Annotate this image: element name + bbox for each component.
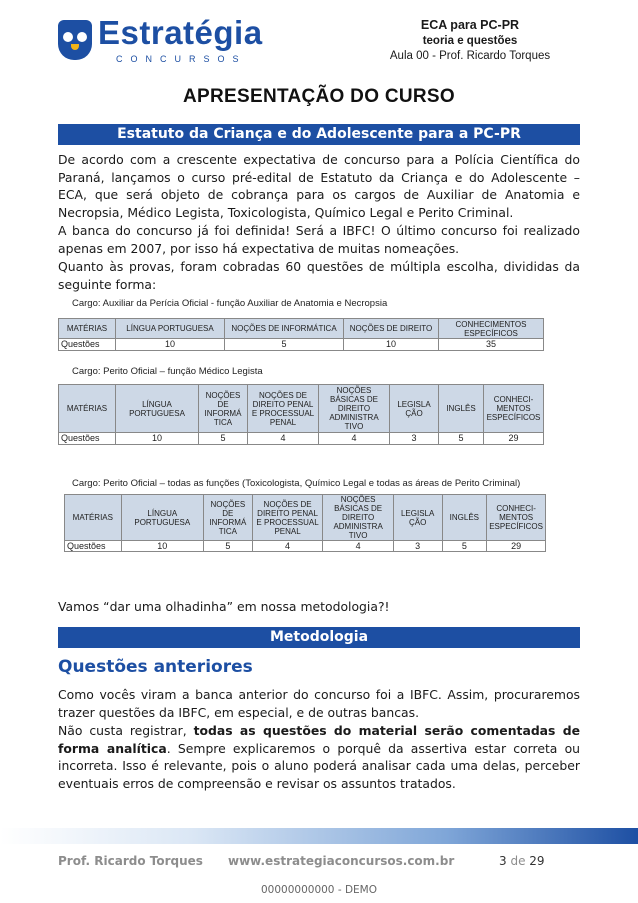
- exam-table-medico: [58, 384, 544, 445]
- table-header-cell: NOÇÕES DE DIREITO PENAL E PROCESSUAL PENAL: [252, 495, 323, 541]
- table-cell: 3: [390, 433, 439, 445]
- table-caption: Cargo: Auxiliar da Perícia Oficial - função Auxiliar de Anatomia e Necropsia: [72, 298, 388, 309]
- page-title: APRESENTAÇÃO DO CURSO: [183, 86, 455, 107]
- page-number: [499, 854, 545, 868]
- page-current: 3: [499, 854, 507, 868]
- estrategia-logo: [58, 14, 263, 66]
- table-header-cell: INGLÊS: [439, 385, 484, 433]
- section-bar-eca: Estatuto da Criança e do Adolescente para a PC-PR: [58, 124, 580, 145]
- table-caption: Cargo: Perito Oficial – todas as funções (Toxicologista, Químico Legal e todas as áreas de Perito Criminal): [72, 478, 521, 489]
- header-subtitle: teoria e questões: [422, 35, 518, 47]
- table-caption: Cargo: Perito Oficial – função Médico Legista: [72, 366, 263, 377]
- text-lead: Não custa registrar,: [58, 723, 194, 738]
- page-total: 29: [529, 854, 545, 868]
- table-cell: 4: [252, 541, 323, 552]
- table-cell: Questões: [65, 541, 122, 552]
- paragraph-comentadas: [58, 722, 580, 792]
- table-header-cell: LEGISLA ÇÃO: [390, 385, 439, 433]
- table-header-cell: NOÇÕES BÁSICAS DE DIREITO ADMINISTRA TIVO: [323, 495, 393, 541]
- subsection-title: Questões anteriores: [58, 657, 253, 677]
- exam-table-perito: [64, 494, 546, 552]
- paragraph-intro: De acordo com a crescente expectativa de concurso para a Polícia Científica do Paraná, lançamos o curso pré-edital de Estatuto da Criança e do Adolescente – ECA, que será objeto de cobrança para os cargos de Auxiliar de Anatomia e Necropsia, Médico Legista, Toxicologista, Químico Legal e Perito Criminal.: [58, 152, 580, 220]
- table-cell: 4: [323, 541, 393, 552]
- demo-watermark: 00000000000 - DEMO: [261, 884, 377, 896]
- footer-gradient-band: [0, 828, 638, 844]
- table-cell: 29: [487, 541, 546, 552]
- owl-icon: [58, 20, 92, 60]
- table-cell: 5: [199, 433, 248, 445]
- table-header-cell: NOÇÕES DE INFORMÁTICA: [225, 319, 344, 339]
- table-cell: 35: [439, 339, 544, 351]
- header-course: ECA para PC-PR: [420, 18, 520, 32]
- table-cell: Questões: [59, 433, 116, 445]
- table-header-cell: MATÉRIAS: [59, 319, 116, 339]
- header-lesson: Aula 00 - Prof. Ricardo Torques: [389, 50, 551, 62]
- table-header-cell: MATÉRIAS: [65, 495, 122, 541]
- table-header-cell: NOÇÕES DE INFORMÁ TICA: [199, 385, 248, 433]
- table-header-cell: LÍNGUA PORTUGUESA: [121, 495, 203, 541]
- logo-word: Estratégia: [98, 14, 263, 51]
- table-header-cell: NOÇÕES BÁSICAS DE DIREITO ADMINISTRA TIVO: [319, 385, 390, 433]
- table-cell: Questões: [59, 339, 116, 351]
- table-header-cell: LÍNGUA PORTUGUESA: [116, 385, 199, 433]
- table-cell: 10: [121, 541, 203, 552]
- section-bar-metodologia: Metodologia: [58, 627, 580, 648]
- table-cell: 29: [484, 433, 544, 445]
- text-rest: . Sempre explicaremos o porquê da assertiva estar correta ou incorreta. Isso é relevante, pois o aluno poderá analisar cada uma delas, perceber eventuais erros de compreensão e revisar os assuntos tratados.: [58, 740, 581, 791]
- table-header-cell: INGLÊS: [442, 495, 487, 541]
- table-cell: 4: [248, 433, 319, 445]
- footer-author: Prof. Ricardo Torques: [58, 854, 203, 868]
- table-header-cell: CONHECIMENTOS ESPECÍFICOS: [439, 319, 544, 339]
- table-header-cell: LÍNGUA PORTUGUESA: [116, 319, 225, 339]
- paragraph-provas: Quanto às provas, foram cobradas 60 questões de múltipla escolha, divididas da seguinte forma:: [58, 259, 580, 292]
- table-header-cell: CONHECI- MENTOS ESPECÍFICOS: [484, 385, 544, 433]
- table-cell: 5: [442, 541, 487, 552]
- footer-website: www.estrategiaconcursos.com.br: [228, 854, 455, 868]
- table-cell: 10: [344, 339, 439, 351]
- table-header-cell: NOÇÕES DE DIREITO PENAL E PROCESSUAL PENAL: [248, 385, 319, 433]
- table-header-cell: NOÇÕES DE INFORMÁ TICA: [203, 495, 252, 541]
- paragraph-metodologia-intro: Vamos “dar uma olhadinha” em nossa metodologia?!: [58, 599, 390, 614]
- table-cell: 3: [393, 541, 442, 552]
- table-cell: 5: [225, 339, 344, 351]
- table-cell: 5: [439, 433, 484, 445]
- page-of: de: [510, 854, 526, 868]
- table-cell: 5: [203, 541, 252, 552]
- text-emphasis: todas as questões do material serão comentadas de forma analítica: [58, 723, 580, 756]
- table-cell: 10: [116, 433, 199, 445]
- exam-table-auxiliar: [58, 318, 544, 351]
- table-header-cell: MATÉRIAS: [59, 385, 116, 433]
- table-cell: 4: [319, 433, 390, 445]
- logo-sub: CONCURSOS: [116, 54, 247, 64]
- paragraph-ibfc: Como vocês viram a banca anterior do concurso foi a IBFC. Assim, procuraremos trazer questões da IBFC, em especial, e de outras bancas.: [58, 687, 580, 720]
- paragraph-banca: A banca do concurso já foi definida! Será a IBFC! O último concurso foi realizado apenas em 2007, por isso há expectativa de muitas nomeações.: [58, 223, 580, 256]
- table-cell: 10: [116, 339, 225, 351]
- table-header-cell: CONHECI- MENTOS ESPECÍFICOS: [487, 495, 546, 541]
- table-header-cell: LEGISLA ÇÃO: [393, 495, 442, 541]
- table-header-cell: NOÇÕES DE DIREITO: [344, 319, 439, 339]
